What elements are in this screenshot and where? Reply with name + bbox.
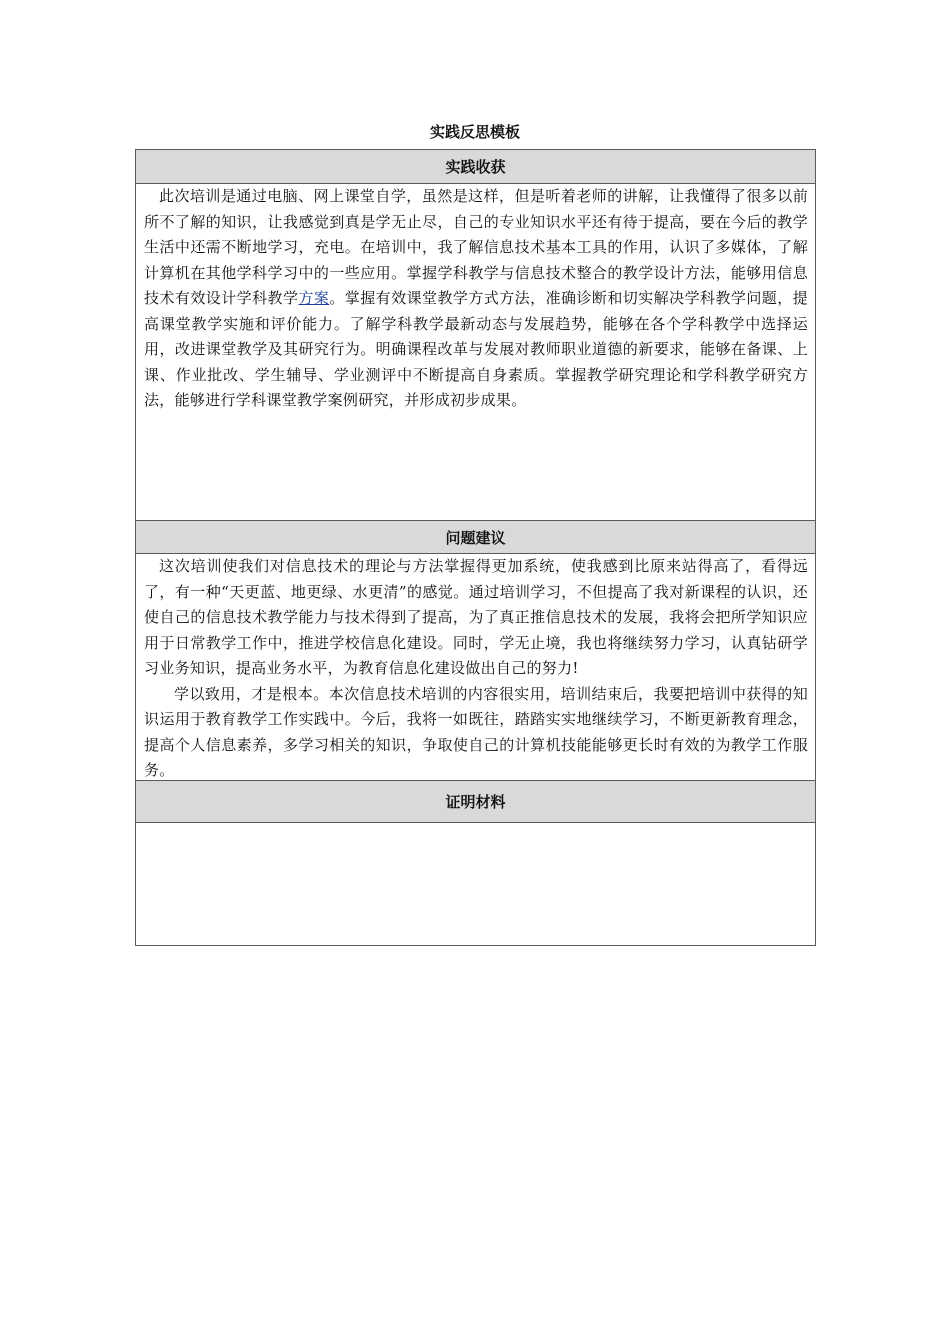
section-header-harvest: 实践收获 [136,150,815,184]
section-header-suggestions: 问题建议 [136,520,815,554]
suggestions-paragraph-1: 这次培训使我们对信息技术的理论与方法掌握得更加系统，使我感到比原来站得高了，看得远了，有一种“天更蓝、地更绿、水更清”的感觉。通过培训学习，不但提高了我对新课程的认识，还使自己的信息技术教学能力与技术得到了提高，为了真正推信息技术的发展，我将会把所学知识应用于日常教学工作中，推进学校信息化建设。同时，学无止境，我也将继续努力学习，认真钻研学习业务知识，提高业务水平，为教育信息化建设做出自己的努力! [144,557,808,677]
harvest-paragraph [144,184,808,414]
suggestions-paragraph-2: 学以致用，才是根本。本次信息技术培训的内容很实用，培训结束后，我要把培训中获得的知识运用于教育教学工作实践中。今后，我将一如既往，踏踏实实地继续学习，不断更新教育理念，提高个人信息素养，多学习相关的知识，争取使自己的计算机技能能够更长时有效的为教学工作服务。 [144,684,808,779]
section-body-evidence [136,823,815,945]
plan-link[interactable]: 方案 [298,289,330,307]
section-body-suggestions [136,554,815,780]
page-title: 实践反思模板 [429,123,520,141]
section-header-evidence: 证明材料 [136,780,815,823]
harvest-text-part2: 。掌握有效课堂教学方式方法，准确诊断和切实解决学科教学问题，提高课堂教学实施和评价能力。了解学科教学最新动态与发展趋势，能够在各个学科教学中选择运用，改进课堂教学及其研究行为。明确课程改革与发展对教师职业道德的新要求，能够在备课、上课、作业批改、学生辅导、学业测评中不断提高自身素质。掌握教学研究理论和学科教学研究方法，能够进行学科课堂教学案例研究，并形成初步成果。 [144,289,808,409]
reflection-form-table [135,149,816,946]
section-body-harvest [136,184,815,520]
harvest-text-part1: 此次培训是通过电脑、网上课堂自学，虽然是这样，但是听着老师的讲解，让我懂得了很多以前所不了解的知识，让我感觉到真是学无止尽，自己的专业知识水平还有待于提高，要在今后的教学生活中还需不断地学习，充电。在培训中，我了解信息技术基本工具的作用，认识了多媒体，了解计算机在其他学科学习中的一些应用。掌握学科教学与信息技术整合的教学设计方法，能够用信息技术有效设计学科教学 [144,187,808,307]
